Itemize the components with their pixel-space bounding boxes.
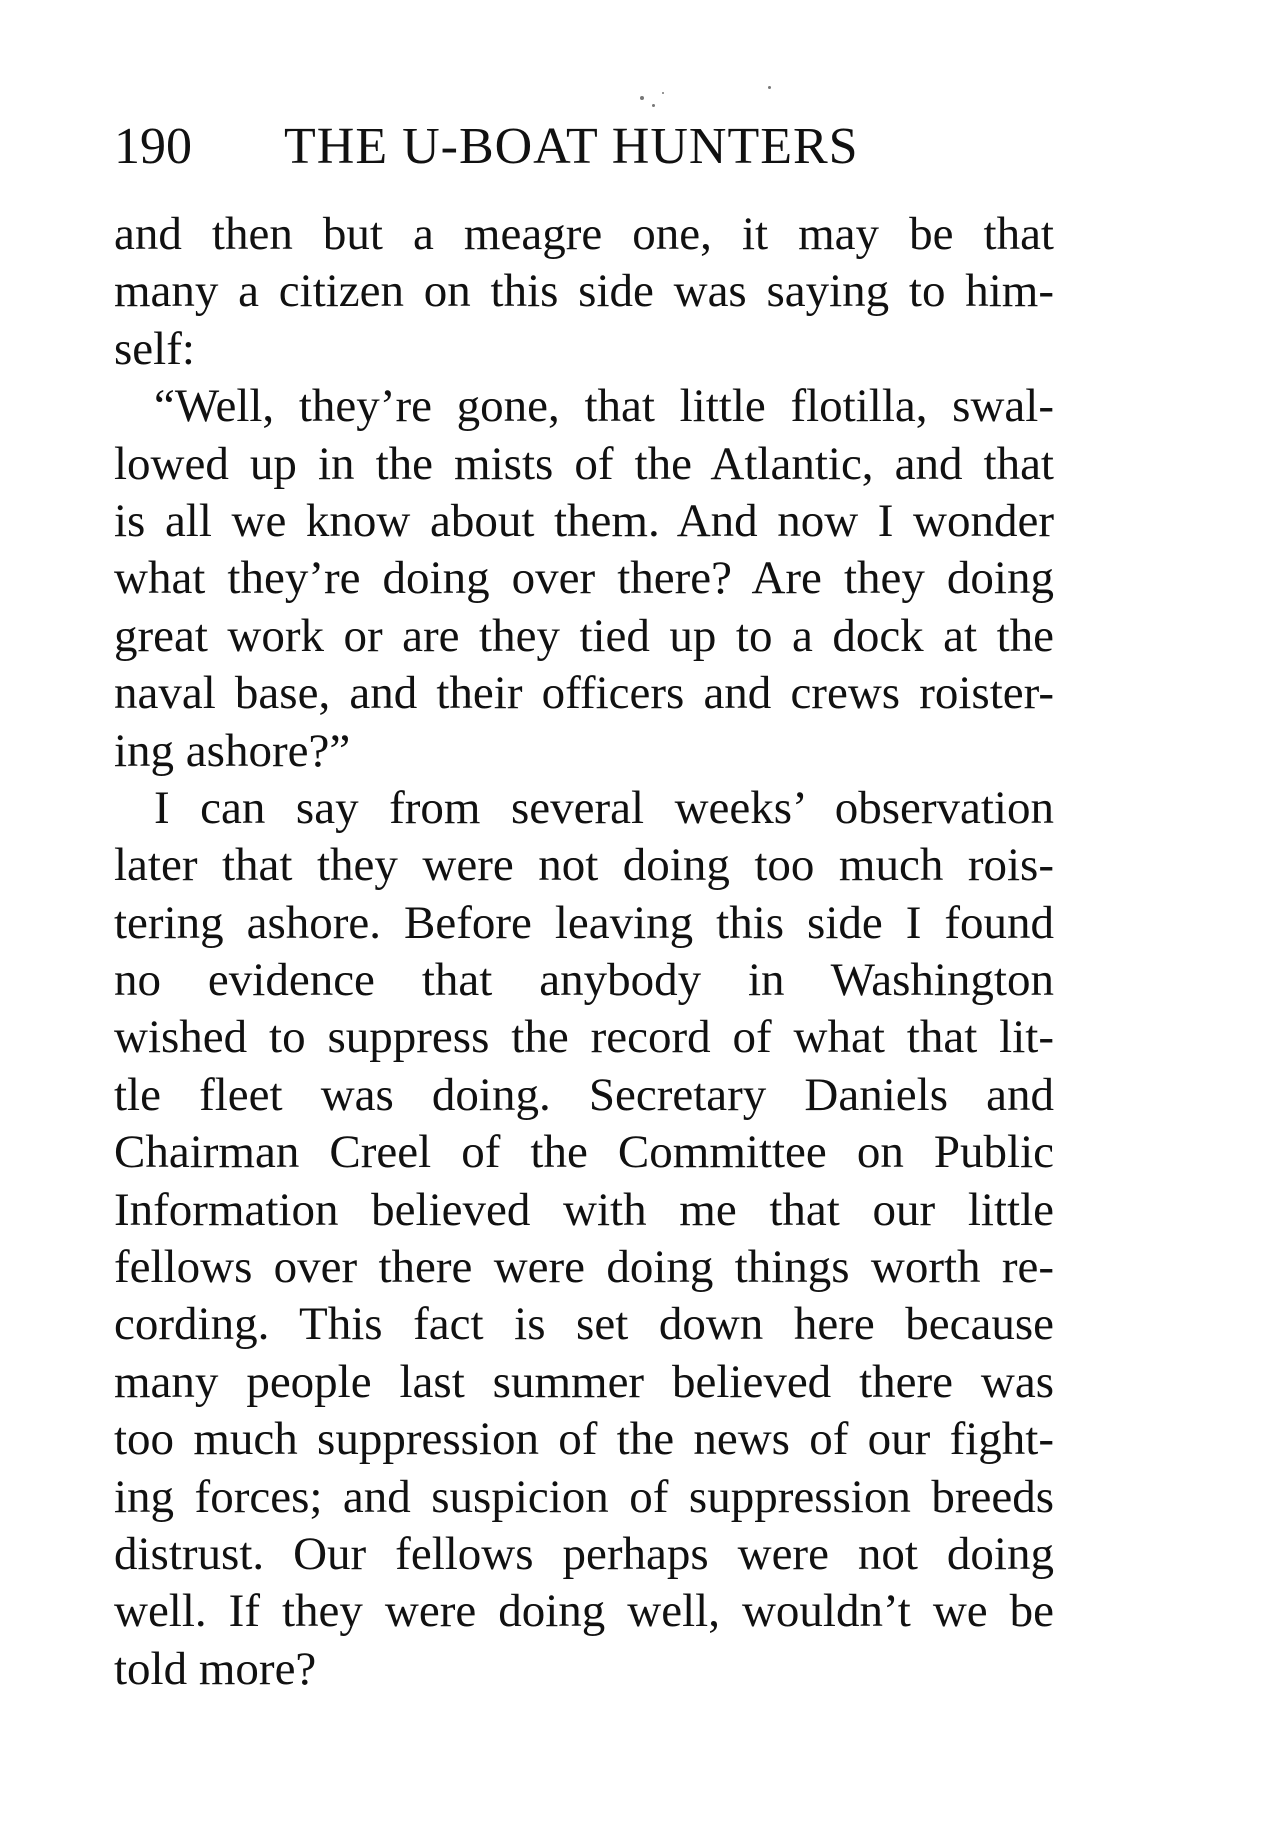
text-line: cording. This fact is set down here because	[114, 1298, 1054, 1351]
scan-speck	[652, 104, 655, 107]
text-line: tle fleet was doing. Secretary Daniels and	[114, 1068, 1054, 1121]
page-number: 190	[114, 118, 192, 175]
text-line: told more?	[114, 1642, 317, 1695]
running-header	[114, 112, 1054, 182]
scan-speck	[662, 92, 664, 94]
text-line: great work or are they tied up to a dock at the	[114, 609, 1054, 662]
text-line: no evidence that anybody in Washington	[114, 954, 1054, 1007]
text-line: too much suppression of the news of our fight-	[114, 1413, 1054, 1466]
text-line: fellows over there were doing things worth re-	[114, 1241, 1054, 1294]
text-line: tering ashore. Before leaving this side I found	[114, 896, 1054, 949]
text-line: what they’re doing over there? Are they doing	[114, 552, 1054, 605]
text-line: lowed up in the mists of the Atlantic, and that	[114, 437, 1054, 490]
scan-speck	[768, 86, 771, 89]
text-line: ing forces; and suspicion of suppression breeds	[114, 1470, 1054, 1523]
running-title: THE U-BOAT HUNTERS	[284, 118, 859, 175]
text-line: naval base, and their officers and crews roister-	[114, 667, 1054, 720]
text-line: distrust. Our fellows perhaps were not doing	[114, 1527, 1054, 1580]
text-line: ing ashore?”	[114, 724, 351, 777]
text-line: well. If they were doing well, wouldn’t we be	[114, 1585, 1054, 1638]
text-line: “Well, they’re gone, that little flotilla, swal-	[154, 380, 1054, 433]
body-text	[114, 206, 1054, 1698]
text-line: many people last summer believed there was	[114, 1355, 1054, 1408]
text-line: self:	[114, 322, 195, 375]
text-line: is all we know about them. And now I wonder	[114, 494, 1054, 547]
text-line: and then but a meagre one, it may be that	[114, 208, 1054, 260]
text-line: Chairman Creel of the Committee on Public	[114, 1126, 1054, 1179]
text-line: later that they were not doing too much rois-	[114, 839, 1054, 892]
text-line: wished to suppress the record of what that lit-	[114, 1011, 1054, 1064]
text-line: I can say from several weeks’ observation	[154, 781, 1054, 834]
scan-speck	[640, 96, 644, 100]
text-line: Information believed with me that our little	[114, 1183, 1054, 1236]
text-line: many a citizen on this side was saying to him-	[114, 265, 1054, 318]
